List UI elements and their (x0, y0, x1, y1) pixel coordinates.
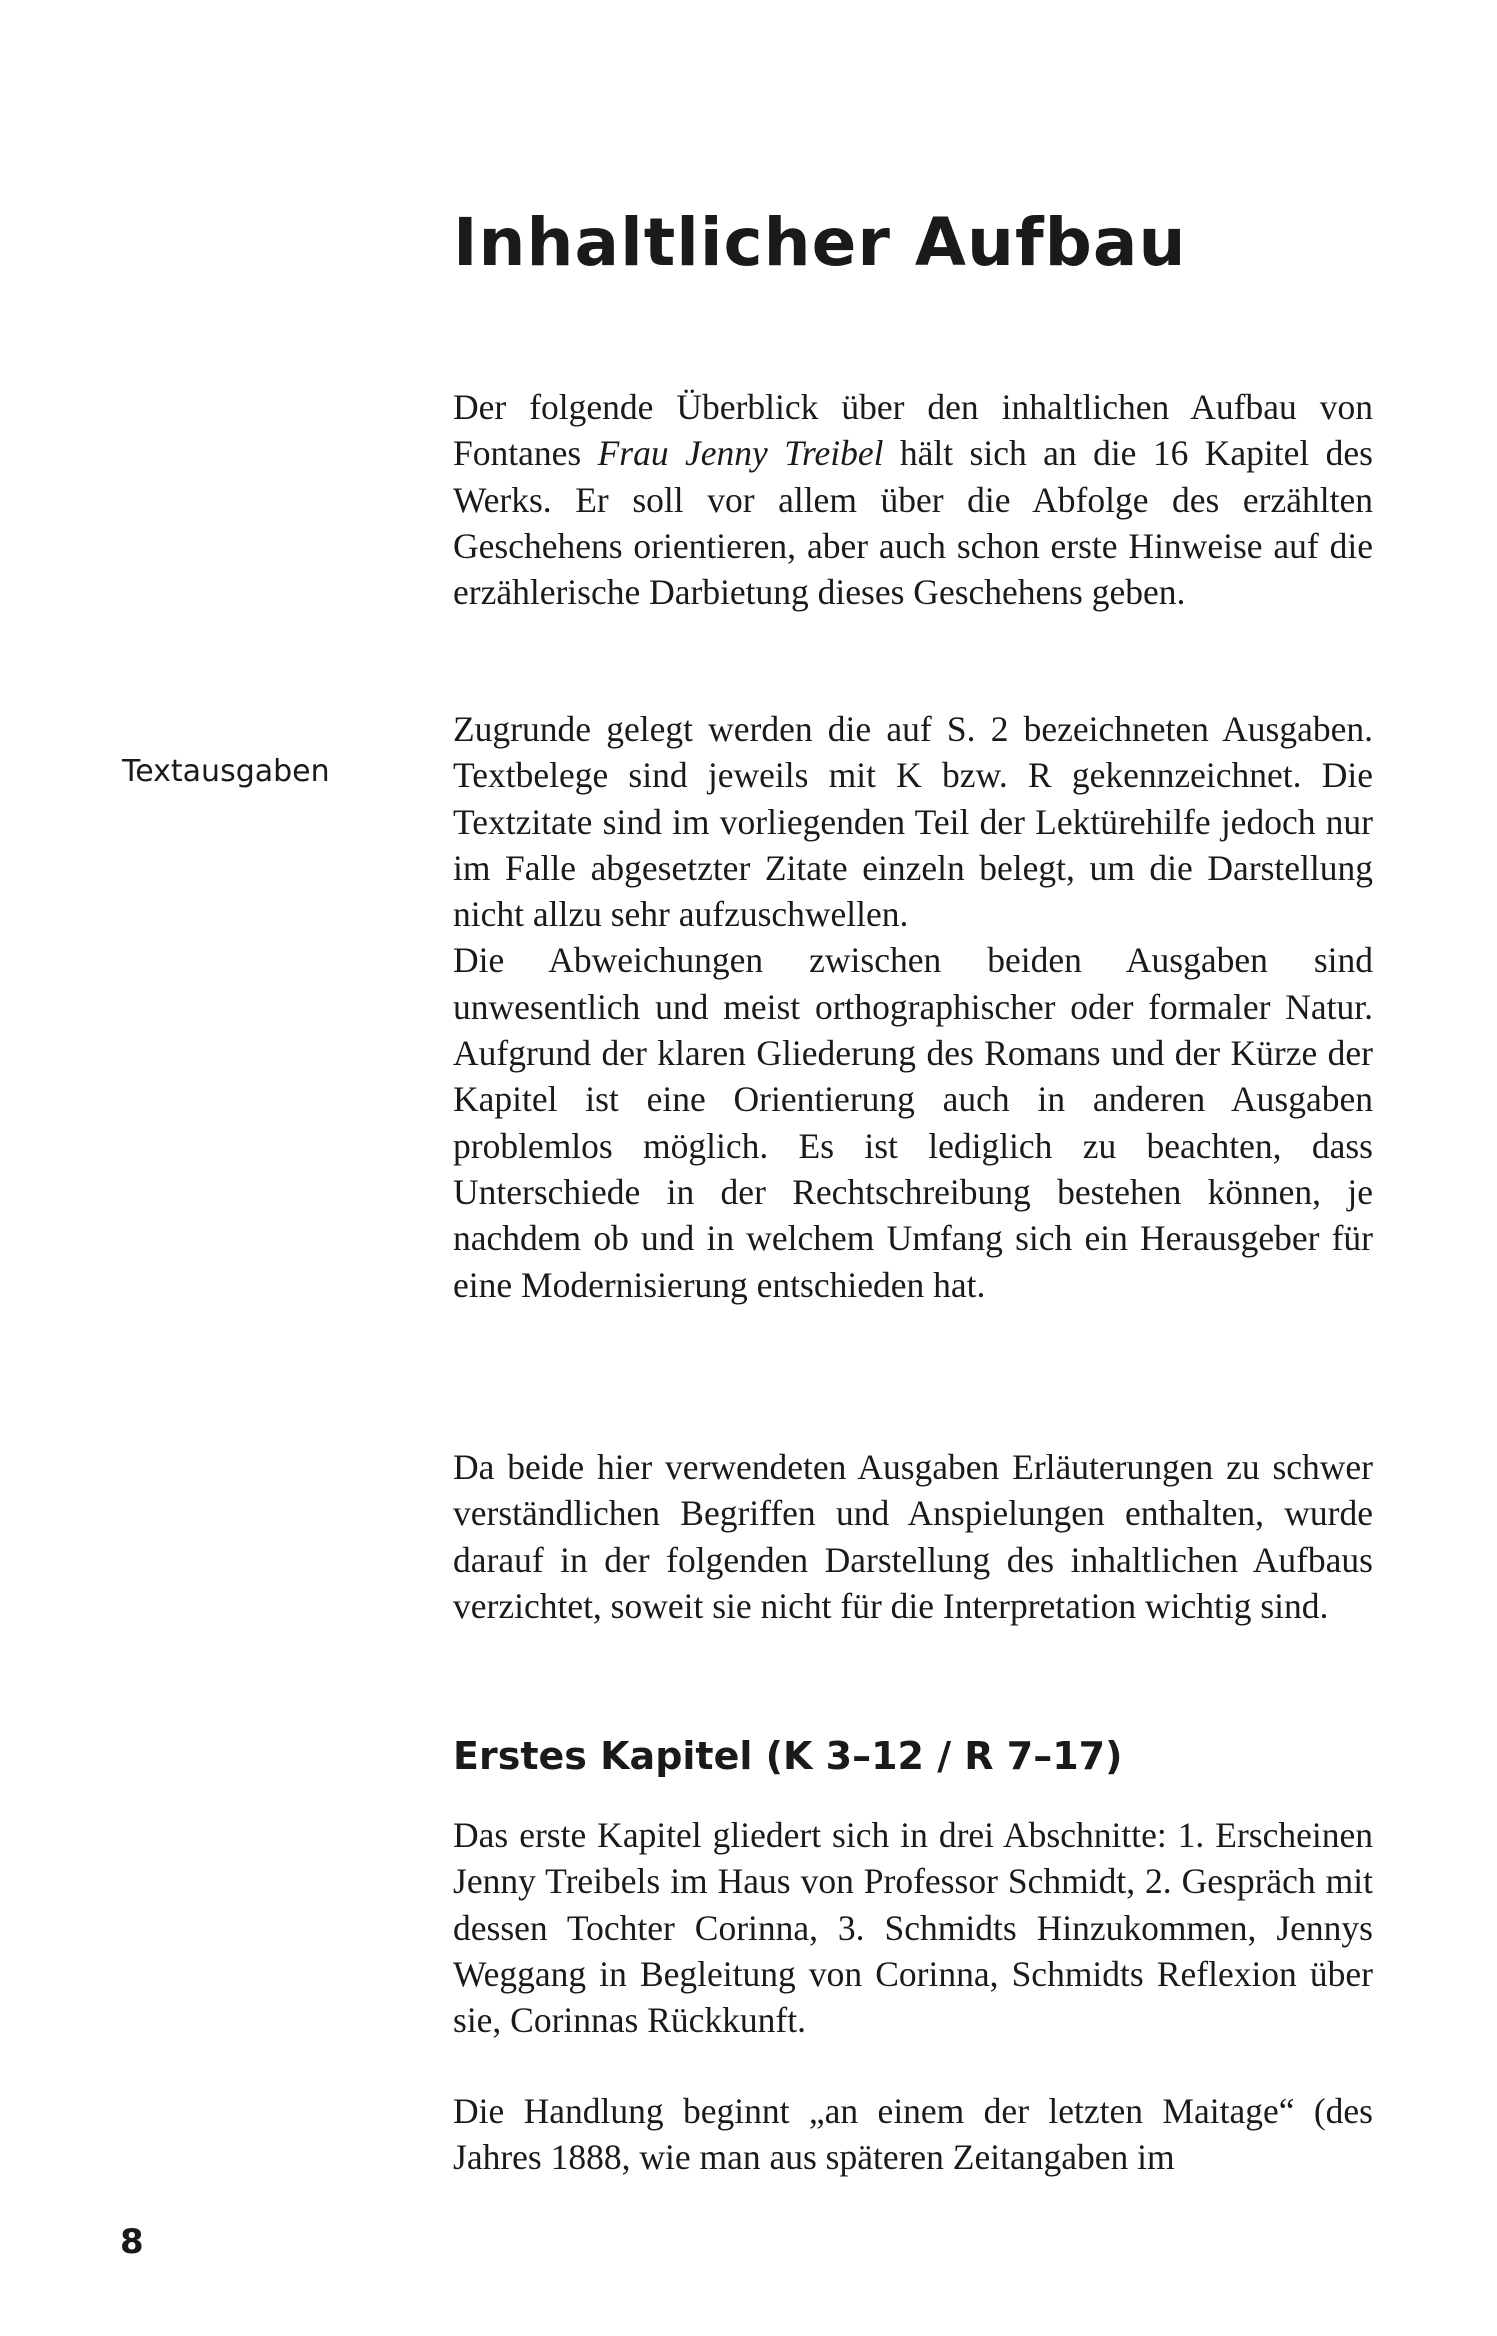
chapter-one-paragraph-1: Das erste Kapitel gliedert sich in drei Abschnitte: 1. Erscheinen Jenny Treibels im Haus von Professor Schmidt, 2. Gespräch mit dessen Tochter Corinna, 3. Schmidts Hinzukommen, Jennys Weggang in Begleitung von Corinna, Schmidts Reflexion über sie, Corinnas Rückkunft. (453, 1815, 1373, 2041)
chapter-one-paragraph-2: Die Handlung beginnt „an einem der letzten Maitage“ (des Jahres 1888, wie man aus späteren Zeitangaben im (453, 2091, 1373, 2178)
work-title: Frau Jenny Treibel (597, 433, 884, 474)
intro-text-before: Der folgende Überblick über den inhaltlichen Aufbau von Fontanes (453, 387, 1373, 474)
explanations-block (453, 1444, 1373, 1629)
differences-paragraph: Die Abweichungen zwischen beiden Ausgaben sind unwesentlich und meist orthographischer oder formaler Natur. Aufgrund der klaren Gliederung des Romans und der Kürze der Kapitel ist eine Orientierung auch in anderen Ausgaben problemlos möglich. Es ist lediglich zu beachten, dass Unterschiede in der Rechtschreibung bestehen können, je nachdem ob und in welchem Umfang sich ein Herausgeber für eine Modernisierung entschieden hat. (453, 940, 1373, 1305)
page-title: Inhaltlicher Aufbau (453, 204, 1187, 281)
intro-text-after: hält sich an die 16 Kapitel des Werks. Er soll vor allem über die Abfolge des erzählten Geschehens orientieren, aber auch schon erste Hinweise auf die erzählerische Darbietung dieses Geschehens geben. (453, 433, 1373, 613)
explanations-paragraph: Da beide hier verwendeten Ausgaben Erläuterungen zu schwer verständlichen Begriffen und Anspielungen enthalten, wurde darauf in der folgenden Darstellung des inhaltlichen Aufbaus verzichtet, soweit sie nicht für die Interpretation wichtig sind. (453, 1447, 1373, 1626)
editions-paragraph: Zugrunde gelegt werden die auf S. 2 bezeichneten Ausgaben. Textbelege sind jeweils mit K bzw. R gekennzeichnet. Die Textzitate sind im vorliegenden Teil der Lektürehilfe jedoch nur im Falle abgesetzter Zitate einzeln belegt, um die Darstellung nicht allzu sehr aufzuschwellen. (453, 709, 1373, 935)
chapter-one-block (453, 1812, 1373, 2043)
sidenote-textausgaben: Textausgaben (122, 754, 330, 789)
chapter-one-block-2 (453, 2088, 1373, 2181)
editions-block (453, 706, 1373, 1308)
intro-text (453, 384, 1373, 615)
page-number: 8 (120, 2222, 144, 2262)
section-heading: Erstes Kapitel (K 3–12 / R 7–17) (453, 1734, 1123, 1778)
intro-paragraph (453, 384, 1373, 615)
